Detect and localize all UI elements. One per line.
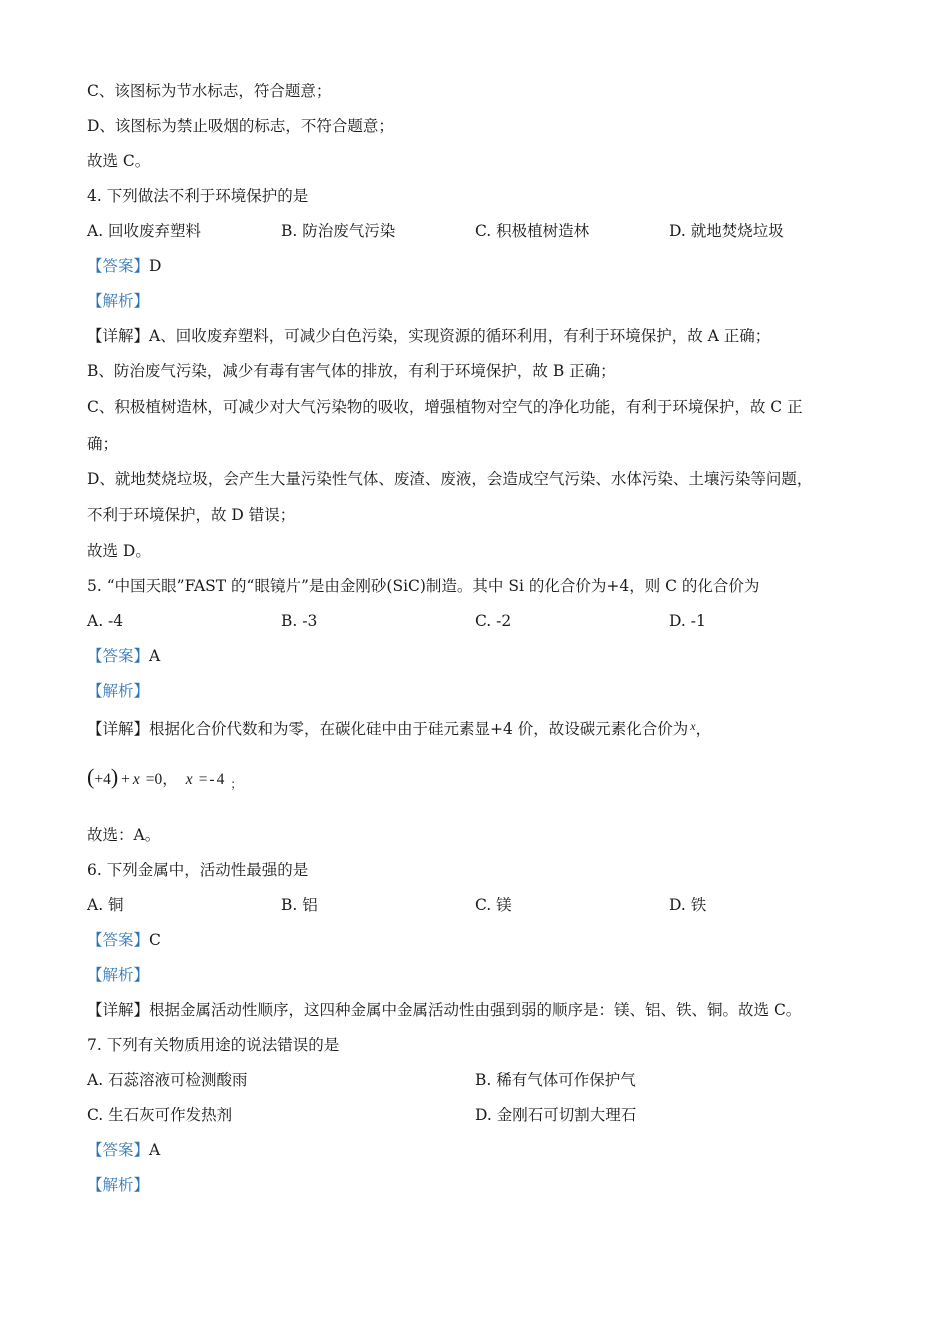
- analysis-tag: 【解析】: [87, 292, 150, 310]
- eq-semicolon: ；: [230, 777, 243, 791]
- answer-value: C: [149, 931, 161, 949]
- q4-option-a: A. 回收废弃塑料: [87, 222, 202, 240]
- q4-analysis-heading: [87, 291, 149, 311]
- q5-option-b: B. -3: [281, 612, 318, 630]
- q6-answer: [87, 930, 161, 950]
- answer-value: A: [149, 647, 161, 665]
- answer-value: D: [149, 257, 162, 275]
- q7-answer: [87, 1140, 160, 1160]
- detail-punct: ，: [695, 720, 712, 738]
- prev-option-c-analysis: C、该图标为节水标志，符合题意；: [87, 82, 332, 100]
- q4-stem: 4. 下列做法不利于环境保护的是: [87, 187, 309, 205]
- q4-option-c: C. 积极植树造林: [475, 222, 590, 240]
- q4-option-d: D. 就地焚烧垃圾: [669, 222, 784, 240]
- answer-tag: 【答案】: [87, 931, 150, 949]
- q5-option-d: D. -1: [669, 612, 706, 630]
- answer-value: A: [149, 1141, 161, 1159]
- eq-var: x: [185, 771, 193, 788]
- q5-option-c: C. -2: [475, 612, 512, 630]
- answer-tag: 【答案】: [87, 1141, 150, 1159]
- eq-var: x: [132, 771, 140, 788]
- q4-detail-a: [87, 326, 770, 346]
- q4-detail-b: B、防治废气污染，减少有毒有害气体的排放，有利于环境保护，故 B 正确；: [87, 362, 616, 380]
- eq-lparen: (: [87, 764, 95, 789]
- q6-detail: [87, 1000, 801, 1020]
- eq-charge: +4: [94, 771, 111, 788]
- q4-detail-d-line2: 不利于环境保护，故 D 错误；: [87, 506, 296, 524]
- q4-detail-c-line1: C、积极植树造林，可减少对大气污染物的吸收，增强植物对空气的净化功能，有利于环境保护，故 C 正: [87, 398, 803, 416]
- q5-analysis-heading: [87, 681, 149, 701]
- q5-detail: [87, 716, 711, 739]
- q4-conclusion: 故选 D。: [87, 542, 151, 560]
- q7-analysis-heading: [87, 1175, 149, 1195]
- q7-stem: 7. 下列有关物质用途的说法错误的是: [87, 1036, 340, 1054]
- q6-stem: 6. 下列金属中，活动性最强的是: [87, 861, 309, 879]
- q6-option-c: C. 镁: [475, 896, 512, 914]
- q5-conclusion: 故选：A。: [87, 826, 161, 844]
- detail-tag: 【详解】: [87, 327, 150, 345]
- detail-text: 根据化合价代数和为零，在碳化硅中由于硅元素显+4 价，故设碳元素化合价为: [149, 720, 689, 738]
- eq-plus: +: [121, 771, 130, 788]
- q7-option-b: B. 稀有气体可作保护气: [475, 1071, 636, 1089]
- q7-option-d: D. 金刚石可切割大理石: [475, 1106, 637, 1124]
- q6-option-a: A. 铜: [87, 896, 124, 914]
- q5-option-a: A. -4: [87, 612, 124, 630]
- analysis-tag: 【解析】: [87, 1176, 150, 1194]
- detail-tag: 【详解】: [87, 1001, 150, 1019]
- detail-tag: 【详解】: [87, 720, 150, 738]
- q4-detail-d-line1: D、就地焚烧垃圾，会产生大量污染性气体、废渣、废液，会造成空气污染、水体污染、土壤污染等问题，: [87, 470, 813, 488]
- eq-result-2: =-4: [198, 771, 227, 788]
- q4-option-b: B. 防治废气污染: [281, 222, 396, 240]
- analysis-tag: 【解析】: [87, 966, 150, 984]
- eq-result-1: =0，: [145, 771, 178, 788]
- detail-text: 根据金属活动性顺序，这四种金属中金属活动性由强到弱的顺序是：镁、铝、铁、铜。故选 C。: [149, 1001, 802, 1019]
- q5-stem: 5. “中国天眼”FAST 的“眼镜片”是由金刚砂(SiC)制造。其中 Si 的化合价为+4，则 C 的化合价为: [87, 577, 760, 595]
- q4-detail-c-line2: 确；: [87, 435, 119, 453]
- q5-equation: [87, 764, 242, 797]
- q6-analysis-heading: [87, 965, 149, 985]
- analysis-tag: 【解析】: [87, 682, 150, 700]
- detail-text: A、回收废弃塑料，可减少白色污染，实现资源的循环利用，有利于环境保护，故 A 正确；: [149, 327, 771, 345]
- q6-option-d: D. 铁: [669, 896, 707, 914]
- q4-answer: [87, 256, 161, 276]
- q7-option-c: C. 生石灰可作发热剂: [87, 1106, 233, 1124]
- answer-tag: 【答案】: [87, 647, 150, 665]
- q6-option-b: B. 铝: [281, 896, 318, 914]
- eq-rparen: ): [110, 764, 119, 789]
- q7-option-a: A. 石蕊溶液可检测酸雨: [87, 1071, 248, 1089]
- variable-x: x: [690, 719, 696, 733]
- prev-option-d-analysis: D、该图标为禁止吸烟的标志，不符合题意；: [87, 117, 394, 135]
- q5-answer: [87, 646, 160, 666]
- prev-conclusion: 故选 C。: [87, 152, 151, 170]
- answer-tag: 【答案】: [87, 257, 150, 275]
